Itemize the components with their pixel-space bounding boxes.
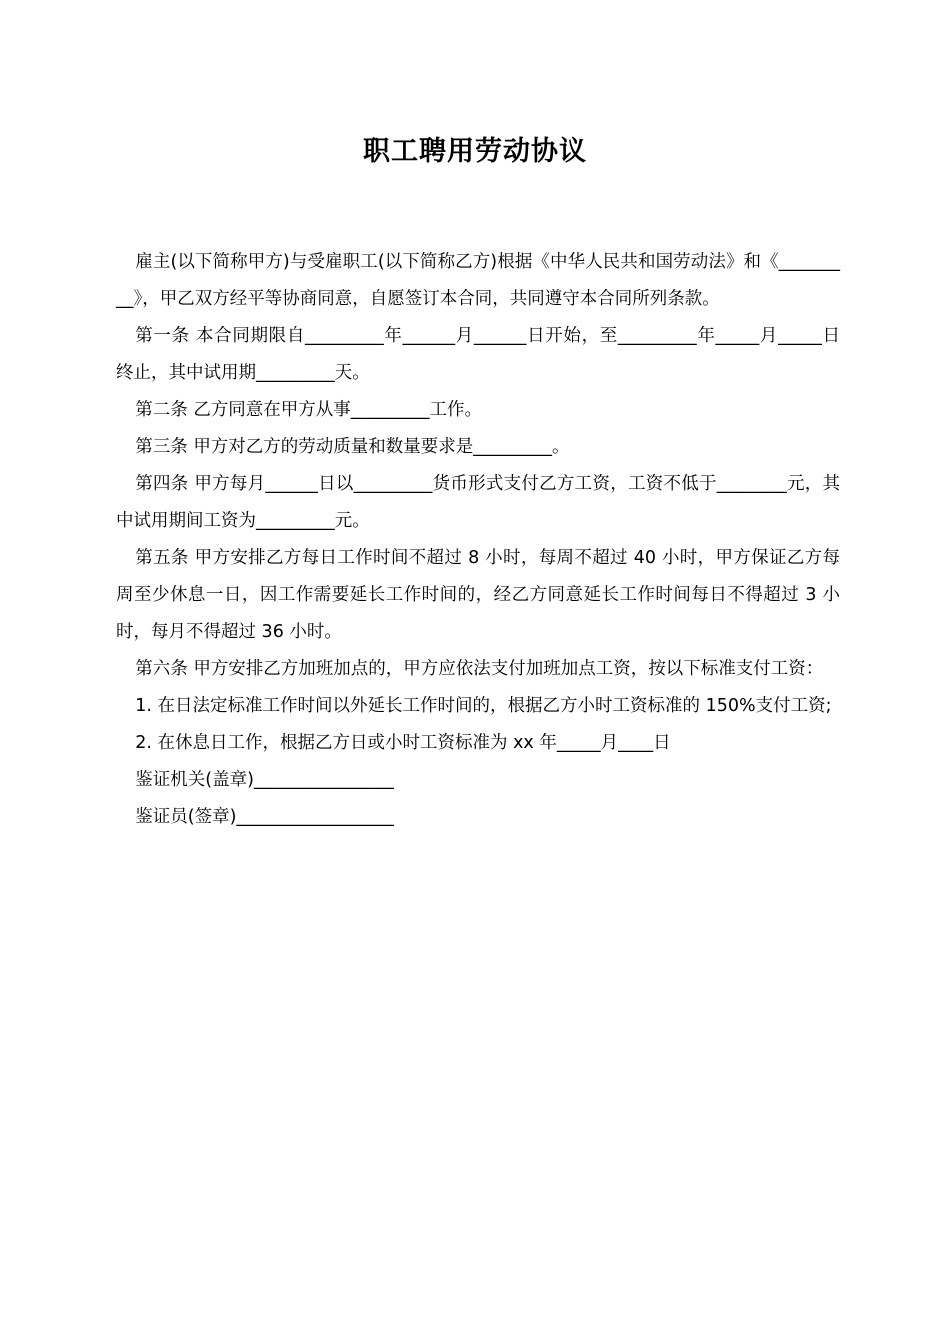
article-6-item-1: 1. 在日法定标准工作时间以外延长工作时间的，根据乙方小时工资标准的 150%支付工资; bbox=[135, 696, 832, 716]
article-6: 第六条 甲方安排乙方加班加点的，甲方应依法支付加班加点工资，按以下标准支付工资： bbox=[135, 659, 824, 679]
article-6-item-2: 2. 在休息日工作，根据乙方日或小时工资标准为 xx 年_____月____日 bbox=[135, 733, 671, 753]
article-4: 第四条 甲方每月______日以_________货币形式支付乙方工资，工资不低于________元，其中试用期间工资为_________元。 bbox=[116, 474, 840, 531]
certifying-authority-signature: 鉴证机关(盖章)________________ bbox=[135, 770, 394, 790]
document-body bbox=[116, 244, 840, 836]
intro-paragraph: 雇主(以下简称甲方)与受雇职工(以下简称乙方)根据《中华人民共和国劳动法》和《_________》，甲乙双方经平等协商同意，自愿签订本合同，共同遵守本合同所列条款。 bbox=[116, 252, 840, 309]
article-1: 第一条 本合同期限自_________年______月______日开始，至_________年_____月_____日终止，其中试用期_________天。 bbox=[116, 326, 840, 383]
document-title: 职工聘用劳动协议 bbox=[363, 136, 587, 167]
certifier-signature: 鉴证员(签章)__________________ bbox=[135, 807, 394, 827]
article-5: 第五条 甲方安排乙方每日工作时间不超过 8 小时，每周不超过 40 小时，甲方保证乙方每周至少休息一日，因工作需要延长工作时间的，经乙方同意延长工作时间每日不得超过 3 小时，每月不得超过 36 小时。 bbox=[116, 548, 840, 642]
article-3: 第三条 甲方对乙方的劳动质量和数量要求是_________。 bbox=[135, 437, 570, 457]
article-2: 第二条 乙方同意在甲方从事_________工作。 bbox=[135, 400, 483, 420]
